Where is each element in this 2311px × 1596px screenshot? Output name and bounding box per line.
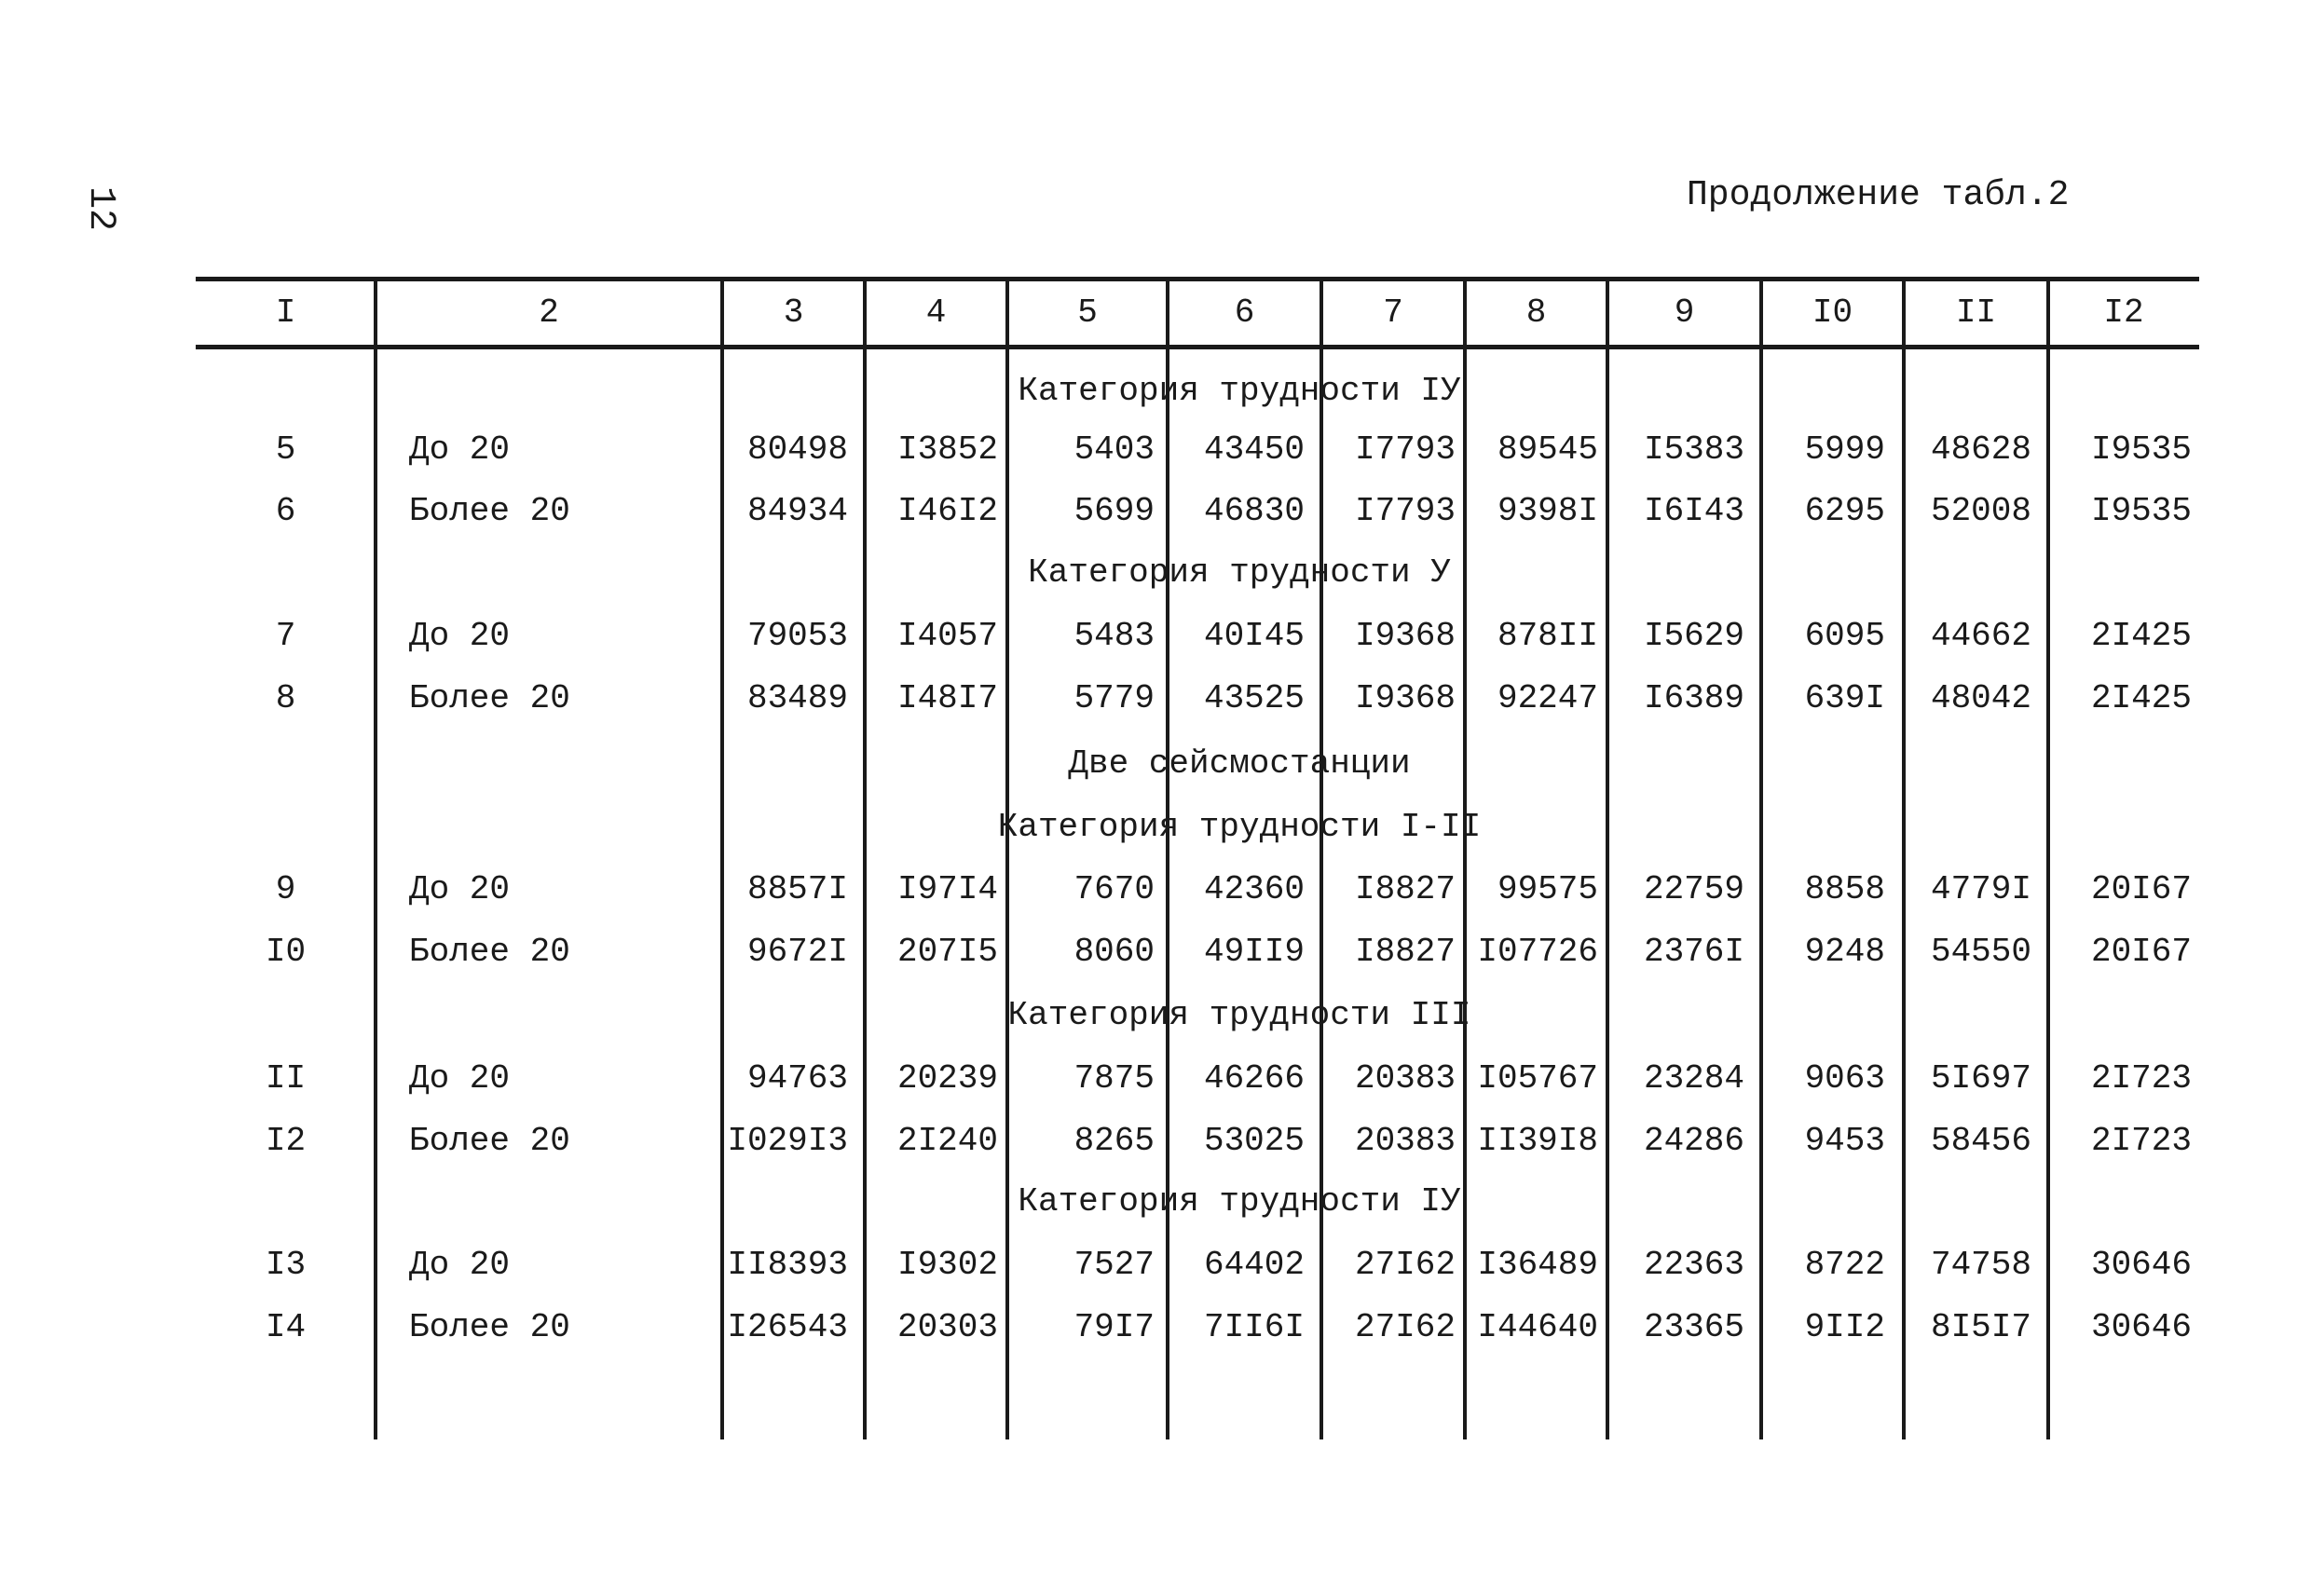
table-cell: 2I425 [2090,617,2192,655]
table-cell: I6389 [1643,679,1744,717]
table-cell: 2376I [1643,933,1744,971]
column-header: I [275,293,296,332]
section-heading: Категория трудности У [1028,553,1451,592]
table-cell: 5779 [1073,679,1155,717]
table-cell: 7 [275,617,296,655]
table-cell: I5629 [1643,617,1744,655]
table-cell: 83489 [746,679,848,717]
table-cell: 84934 [746,492,848,530]
table-cell: I48I7 [896,679,998,717]
table-cell: I26543 [727,1308,848,1346]
table-cell: 9398I [1497,492,1598,530]
table-cell: 6095 [1804,617,1885,655]
column-header: 3 [783,293,804,332]
table-cell: До 20 [409,430,511,469]
column-header: 5 [1077,293,1098,332]
table-cell: I7793 [1354,430,1456,469]
table-cell: 8858 [1804,870,1885,908]
table-cell: 9063 [1804,1059,1885,1098]
table-cell: До 20 [409,1246,511,1284]
table-cell: 9672I [746,933,848,971]
table-cell: 92247 [1497,679,1598,717]
table-cell: 5483 [1073,617,1155,655]
table-cell: 20303 [896,1308,998,1346]
table-cell: 42360 [1203,870,1305,908]
table-cell: 23284 [1643,1059,1744,1098]
table-cell: 99575 [1497,870,1598,908]
table-cell: До 20 [409,870,511,908]
table-cell: 878II [1497,617,1598,655]
table-cell: Более 20 [409,679,570,717]
section-heading: Категория трудности IУ [1018,1182,1461,1221]
table-cell: 4779I [1930,870,2031,908]
table-cell: 2I240 [896,1122,998,1160]
table-cell: 46830 [1203,492,1305,530]
table-cell: I4057 [896,617,998,655]
table-cell: I8827 [1354,870,1456,908]
table-cell: I029I3 [727,1122,848,1160]
table-cell: 6295 [1804,492,1885,530]
table-cell: 7670 [1073,870,1155,908]
table-cell: 64402 [1203,1246,1305,1284]
table-cell: I9368 [1354,679,1456,717]
table-cell: 22759 [1643,870,1744,908]
table-cell: I0 [265,933,307,971]
table-cell: 5I697 [1930,1059,2031,1098]
table-cell: 48628 [1930,430,2031,469]
table-cell: 48042 [1930,679,2031,717]
table-cell: 52008 [1930,492,2031,530]
table-cell: I9302 [896,1246,998,1284]
table-cell: 8857I [746,870,848,908]
table-cell: 9II2 [1804,1308,1885,1346]
table-cell: 5699 [1073,492,1155,530]
section-heading: Категория трудности I-II [997,808,1482,846]
table-cell: 22363 [1643,1246,1744,1284]
table-cell: 46266 [1203,1059,1305,1098]
table-cell: I2 [265,1122,307,1160]
table-cell: 639I [1804,679,1885,717]
table-cell: 43525 [1203,679,1305,717]
table-header-rule [196,345,2199,349]
column-header: I2 [2103,293,2144,332]
table-cell: 74758 [1930,1246,2031,1284]
table-cell: II8393 [727,1246,848,1284]
table-cell: 80498 [746,430,848,469]
table-cell: I9535 [2090,430,2192,469]
section-heading: Категория трудности IУ [1018,372,1461,410]
table-cell: 30646 [2090,1246,2192,1284]
table-cell: II39I8 [1477,1122,1598,1160]
table-cell: 89545 [1497,430,1598,469]
table-cell: I05767 [1477,1059,1598,1098]
table-cell: Более 20 [409,933,570,971]
table-cell: I07726 [1477,933,1598,971]
table-cell: 2I723 [2090,1122,2192,1160]
table-cell: 43450 [1203,430,1305,469]
table-caption: Продолжение табл.2 [1687,175,2070,215]
table-cell: 20I67 [2090,933,2192,971]
table-cell: I44640 [1477,1308,1598,1346]
table-cell: 9 [275,870,296,908]
table-cell: 49II9 [1203,933,1305,971]
table-cell: 2I723 [2090,1059,2192,1098]
table-cell: I3 [265,1246,307,1284]
table-cell: До 20 [409,1059,511,1098]
column-header: 6 [1234,293,1255,332]
table-cell: Более 20 [409,492,570,530]
table-cell: II [265,1059,307,1098]
column-header: II [1955,293,1997,332]
table-cell: 8060 [1073,933,1155,971]
table-cell: 20239 [896,1059,998,1098]
table-cell: I3852 [896,430,998,469]
column-header: 7 [1383,293,1403,332]
table-cell: I5383 [1643,430,1744,469]
column-header: 2 [539,293,559,332]
table-cell: 20383 [1354,1122,1456,1160]
table-cell: 58456 [1930,1122,2031,1160]
table-cell: 24286 [1643,1122,1744,1160]
table-cell: 2I425 [2090,679,2192,717]
column-header: 4 [925,293,947,332]
column-header: 8 [1525,293,1547,332]
table-cell: 40I45 [1203,617,1305,655]
column-header: 9 [1674,293,1695,332]
table-cell: 23365 [1643,1308,1744,1346]
table-cell: 6 [275,492,296,530]
table-cell: I4 [265,1308,307,1346]
table-cell: I9535 [2090,492,2192,530]
column-header: I0 [1812,293,1853,332]
table-cell: 8I5I7 [1930,1308,2031,1346]
table-cell: 8265 [1073,1122,1155,1160]
table-cell: 79053 [746,617,848,655]
table-cell: I7793 [1354,492,1456,530]
section-heading: Две сейсмостанции [1068,744,1411,783]
page-number: 12 [79,186,121,232]
table-cell: 54550 [1930,933,2031,971]
table-top-rule [196,277,2199,281]
table-cell: 44662 [1930,617,2031,655]
table-cell: 27I62 [1354,1246,1456,1284]
table-cell: 5 [275,430,296,469]
table-cell: 94763 [746,1059,848,1098]
table-cell: Более 20 [409,1122,570,1160]
section-heading: Категория трудности III [1007,996,1471,1034]
table-cell: Более 20 [409,1308,570,1346]
table-cell: 7875 [1073,1059,1155,1098]
table-cell: 79I7 [1073,1308,1155,1346]
table-cell: 8722 [1804,1246,1885,1284]
table-cell: I9368 [1354,617,1456,655]
table-cell: I36489 [1477,1246,1598,1284]
table-cell: I46I2 [896,492,998,530]
table-cell: 7527 [1073,1246,1155,1284]
table-cell: До 20 [409,617,511,655]
table-cell: 207I5 [896,933,998,971]
table-cell: 27I62 [1354,1308,1456,1346]
table-cell: 9453 [1804,1122,1885,1160]
table-cell: 9248 [1804,933,1885,971]
table-cell: 53025 [1203,1122,1305,1160]
table-cell: 7II6I [1203,1308,1305,1346]
table-cell: I97I4 [896,870,998,908]
table-cell: I6I43 [1643,492,1744,530]
table-cell: 20383 [1354,1059,1456,1098]
table-cell: 5403 [1073,430,1155,469]
table-cell: 30646 [2090,1308,2192,1346]
table-cell: 5999 [1804,430,1885,469]
table-cell: 8 [275,679,296,717]
table-cell: I8827 [1354,933,1456,971]
table-cell: 20I67 [2090,870,2192,908]
